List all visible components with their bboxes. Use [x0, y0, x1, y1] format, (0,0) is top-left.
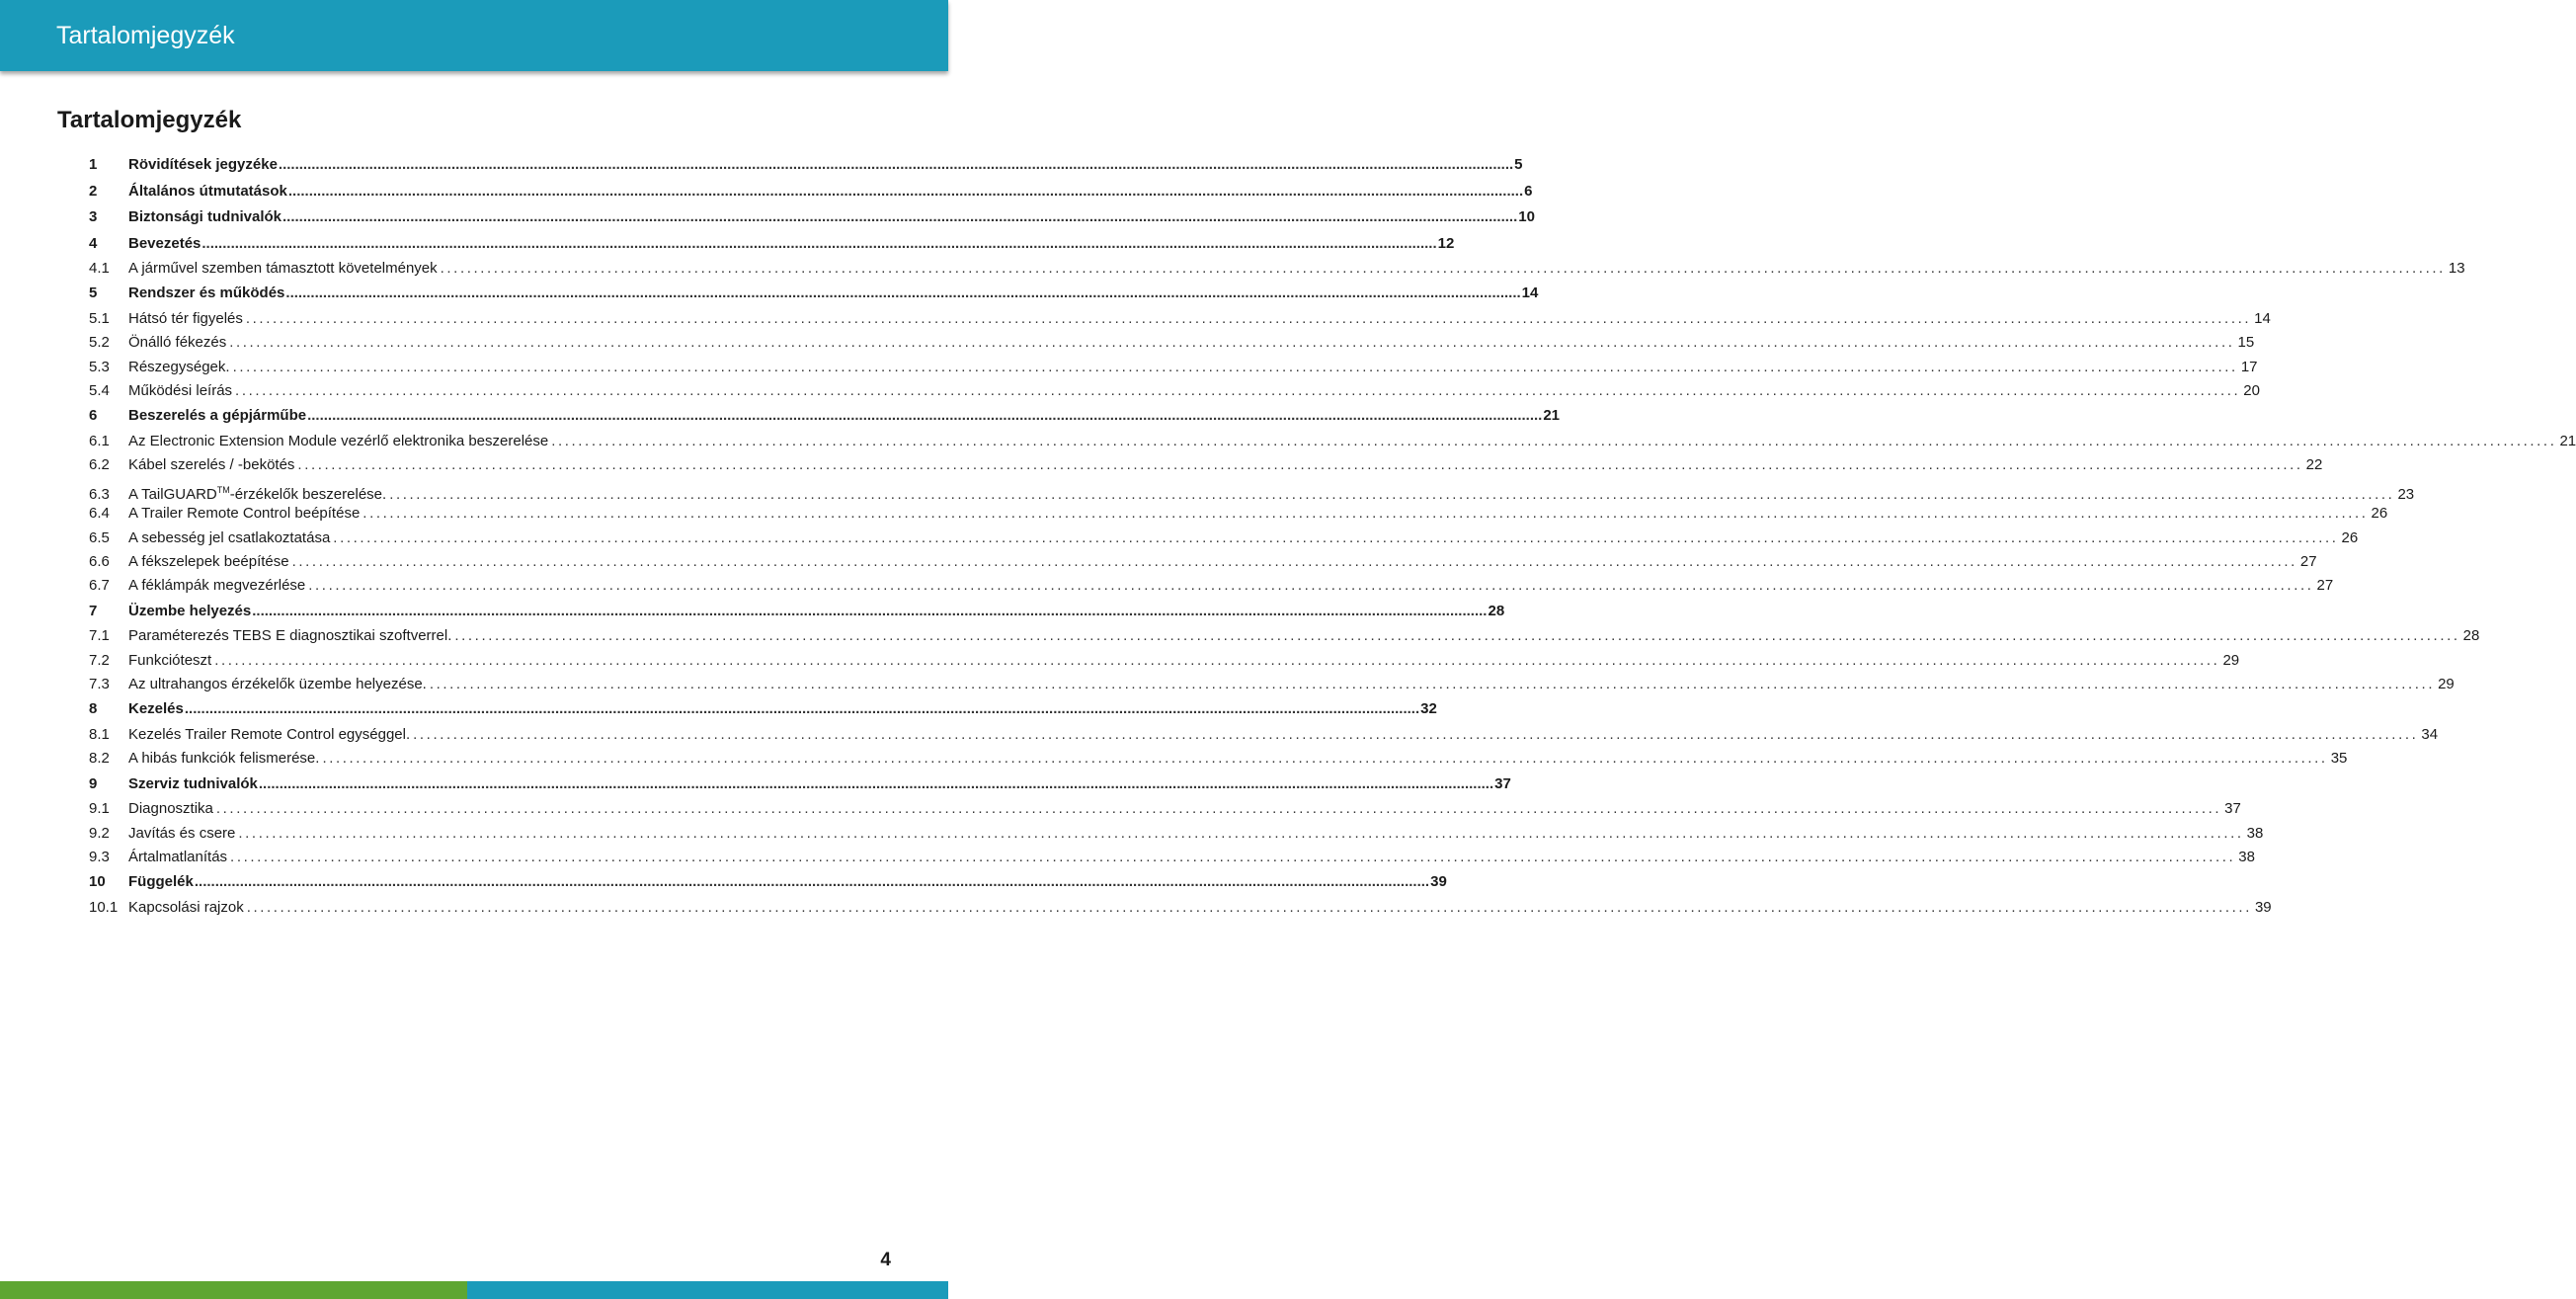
toc-entry[interactable] — [89, 527, 2359, 550]
toc-leader-dots: ............................................................................................................................................................................................................................................................................................................ — [194, 873, 1430, 891]
toc-entry[interactable] — [89, 179, 1533, 205]
toc-entry-page: 34 — [2421, 725, 2439, 743]
toc-leader-dots: ............................................................................................................................................................................................................................................................................................................ — [232, 358, 2238, 375]
toc-leader-dots: ............................................................................................................................................................................................................................................................................................................ — [297, 456, 2303, 474]
toc-entry[interactable] — [89, 403, 1561, 430]
toc-entry-number: 9.3 — [89, 848, 110, 865]
toc-entry-number: 5.2 — [89, 334, 110, 352]
toc-entry[interactable] — [89, 281, 1539, 307]
toc-entry[interactable] — [89, 771, 1511, 798]
toc-entry[interactable] — [89, 624, 2480, 648]
toc-entry-number: 6 — [89, 407, 98, 425]
toc-leader-dots: ............................................................................................................................................................................................................................................................................................................ — [362, 505, 2369, 523]
toc-leader-dots: ............................................................................................................................................................................................................................................................................................................ — [278, 156, 1514, 173]
toc-entry-number: 8.2 — [89, 750, 110, 768]
toc-entry-page: 37 — [2224, 800, 2241, 818]
toc-entry-page: 38 — [2246, 824, 2264, 842]
toc-leader-dots: ............................................................................................................................................................................................................................................................................................................ — [322, 750, 2328, 768]
toc-entry-page: 39 — [1430, 873, 1447, 891]
footer-bar-blue — [467, 1281, 948, 1299]
toc-entry-page: 27 — [2316, 577, 2334, 595]
toc-entry[interactable] — [89, 379, 2260, 403]
toc-entry-page: 21 — [1543, 407, 1561, 425]
toc-leader-dots: ............................................................................................................................................................................................................................................................................................................ — [215, 800, 2222, 818]
toc-entry-page: 28 — [2462, 627, 2480, 645]
toc-entry[interactable] — [89, 502, 2388, 526]
toc-entry-page: 15 — [2237, 334, 2255, 352]
toc-entry-title: Működési leírás — [128, 382, 233, 400]
toc-entry-page: 6 — [1524, 182, 1533, 200]
toc-entry-number: 7.1 — [89, 627, 110, 645]
toc-entry-number: 6.7 — [89, 577, 110, 595]
toc-entry-title: Az ultrahangos érzékelők üzembe helyezése. — [128, 675, 427, 692]
toc-entry-title: A járművel szemben támasztott követelmények — [128, 260, 438, 277]
toc-entry[interactable] — [89, 331, 2255, 355]
toc-entry-page: 29 — [2222, 651, 2240, 669]
toc-entry-title: Függelék — [128, 873, 194, 891]
toc-entry-title: A féklámpák megvezérlése — [128, 577, 306, 595]
toc-entry[interactable] — [89, 673, 2455, 696]
toc-entry-title: Beszerelés a gépjárműbe — [128, 407, 307, 425]
toc-entry-page: 10 — [1518, 208, 1535, 225]
toc-entry-page: 20 — [2243, 382, 2260, 400]
toc-entry-number: 6.2 — [89, 456, 110, 474]
toc-entry-number: 5.3 — [89, 358, 110, 375]
toc-entry-number: 7.2 — [89, 651, 110, 669]
toc-entry-title: Rövidítések jegyzéke — [128, 156, 278, 173]
toc-entry[interactable] — [89, 231, 1455, 258]
toc-leader-dots: ............................................................................................................................................................................................................................................................................................................ — [252, 602, 1488, 619]
toc-entry-number: 8.1 — [89, 725, 110, 743]
toc-entry[interactable] — [89, 723, 2439, 747]
footer-bar-green — [0, 1281, 467, 1299]
page-header-band — [0, 0, 948, 71]
toc-entry-number: 9.2 — [89, 824, 110, 842]
toc-entry-number: 6.5 — [89, 528, 110, 546]
toc-entry-title-part: -érzékelők beszerelése. — [229, 485, 387, 503]
toc-entry[interactable] — [89, 453, 2323, 477]
toc-entry-title: Bevezetés — [128, 234, 201, 252]
toc-leader-dots: ............................................................................................................................................................................................................................................................................................................ — [245, 309, 2252, 327]
toc-entry-title: Funkcióteszt — [128, 651, 212, 669]
toc-entry[interactable] — [89, 574, 2334, 598]
toc-entry[interactable] — [89, 747, 2348, 771]
toc-entry-page: 39 — [2254, 898, 2272, 916]
toc-entry-page: 12 — [1437, 234, 1455, 252]
toc-entry-number: 8 — [89, 700, 98, 718]
toc-leader-dots: ............................................................................................................................................................................................................................................................................................................ — [287, 182, 1524, 200]
toc-entry-title: A fékszelepek beépítése — [128, 552, 289, 570]
page-number: 4 — [880, 1250, 891, 1270]
toc-entry-page: 5 — [1514, 156, 1523, 173]
toc-leader-dots: ............................................................................................................................................................................................................................................................................................................ — [285, 284, 1521, 302]
toc-entry-page: 26 — [2371, 505, 2388, 523]
toc-leader-dots: ............................................................................................................................................................................................................................................................................................................ — [258, 774, 1494, 792]
toc-entry-page: 37 — [1494, 774, 1511, 792]
toc-leader-dots: ............................................................................................................................................................................................................................................................................................................ — [333, 528, 2339, 546]
toc-leader-dots: ............................................................................................................................................................................................................................................................................................................ — [291, 552, 2297, 570]
toc-entry[interactable] — [89, 550, 2317, 574]
toc-entry-number: 5.4 — [89, 382, 110, 400]
toc-entry[interactable] — [89, 822, 2264, 846]
document-title: Tartalomjegyzék — [57, 107, 242, 133]
toc-entry[interactable] — [89, 797, 2241, 821]
toc-entry-number: 1 — [89, 156, 98, 173]
toc-entry-page: 28 — [1488, 602, 1505, 619]
toc-leader-dots: ............................................................................................................................................................................................................................................................................................................ — [429, 675, 2436, 692]
toc-entry[interactable] — [89, 696, 1437, 723]
toc-leader-dots: ............................................................................................................................................................................................................................................................................................................ — [246, 898, 2252, 916]
toc-entry[interactable] — [89, 204, 1535, 231]
toc-entry-number: 6.4 — [89, 505, 110, 523]
toc-entry-number: 6.1 — [89, 432, 110, 449]
toc-entry[interactable] — [89, 356, 2258, 379]
toc-entry-number: 9.1 — [89, 800, 110, 818]
toc-leader-dots: ............................................................................................................................................................................................................................................................................................................ — [389, 485, 2395, 503]
toc-leader-dots: ............................................................................................................................................................................................................................................................................................................ — [229, 334, 2235, 352]
toc-entry-page: 29 — [2438, 675, 2455, 692]
toc-entry-number: 5 — [89, 284, 98, 302]
toc-entry-title: Hátsó tér figyelés — [128, 309, 243, 327]
toc-leader-dots: ............................................................................................................................................................................................................................................................................................................ — [238, 824, 2244, 842]
toc-entry-title: Diagnosztika — [128, 800, 213, 818]
toc-entry[interactable] — [89, 152, 1523, 179]
toc-entry-title: Ártalmatlanítás — [128, 848, 228, 865]
toc-entry-title: Részegységek. — [128, 358, 230, 375]
toc-entry-title: Kezelés Trailer Remote Control egységgel. — [128, 725, 411, 743]
toc-leader-dots: ............................................................................................................................................................................................................................................................................................................ — [184, 700, 1420, 718]
toc-entry-number: 7.3 — [89, 675, 110, 692]
toc-entry-number: 3 — [89, 208, 98, 225]
toc-entry-number: 7 — [89, 602, 98, 619]
toc-entry-number: 10 — [89, 873, 106, 891]
toc-entry-page: 26 — [2341, 528, 2359, 546]
toc-entry-title: Kezelés — [128, 700, 184, 718]
toc-entry-page: 32 — [1420, 700, 1437, 718]
toc-entry-title: Általános útmutatások — [128, 182, 287, 200]
toc-entry-page: 21 — [2559, 432, 2576, 449]
toc-leader-dots: ............................................................................................................................................................................................................................................................................................................ — [230, 848, 2236, 865]
toc-entry-title: Biztonsági tudnivalók — [128, 208, 282, 225]
toc-entry-title: Szerviz tudnivalók — [128, 774, 258, 792]
toc-entry-title: Az Electronic Extension Module vezérlő elektronika beszerelése — [128, 432, 549, 449]
toc-entry[interactable] — [89, 430, 2576, 453]
toc-leader-dots: ............................................................................................................................................................................................................................................................................................................ — [440, 260, 2446, 277]
toc-entry-page: 23 — [2397, 485, 2415, 503]
toc-entry-number: 2 — [89, 182, 98, 200]
toc-entry-number: 4.1 — [89, 260, 110, 277]
toc-entry-page: 14 — [1521, 284, 1539, 302]
toc-entry-number: 6.6 — [89, 552, 110, 570]
toc-entry[interactable] — [89, 869, 1447, 896]
toc-entry[interactable] — [89, 478, 2415, 503]
toc-entry-title: A hibás funkciók felismerése. — [128, 750, 320, 768]
toc-leader-dots: ............................................................................................................................................................................................................................................................................................................ — [308, 577, 2314, 595]
toc-entry[interactable] — [89, 307, 2271, 331]
toc-leader-dots: ............................................................................................................................................................................................................................................................................................................ — [214, 651, 2220, 669]
header-title: Tartalomjegyzék — [56, 22, 235, 49]
toc-entry-number: 5.1 — [89, 309, 110, 327]
table-of-contents — [89, 152, 2576, 920]
toc-leader-dots: ............................................................................................................................................................................................................................................................................................................ — [201, 234, 1437, 252]
trademark-superscript: TM — [216, 484, 230, 495]
toc-entry-title: Kapcsolási rajzok — [128, 898, 244, 916]
toc-entry-page: 14 — [2254, 309, 2271, 327]
toc-entry-page: 35 — [2330, 750, 2348, 768]
toc-entry-number: 9 — [89, 774, 98, 792]
toc-entry-title: A Trailer Remote Control beépítése — [128, 505, 361, 523]
toc-leader-dots: ............................................................................................................................................................................................................................................................................................................ — [413, 725, 2419, 743]
toc-entry-title-part: A TailGUARD — [128, 485, 217, 503]
toc-entry-page: 22 — [2305, 456, 2323, 474]
toc-entry-title: Rendszer és működés — [128, 284, 285, 302]
toc-entry-title: Önálló fékezés — [128, 334, 227, 352]
toc-entry[interactable] — [89, 846, 2255, 869]
toc-entry-number: 4 — [89, 234, 98, 252]
toc-leader-dots: ............................................................................................................................................................................................................................................................................................................ — [307, 407, 1543, 425]
toc-entry[interactable] — [89, 599, 1505, 625]
toc-entry-page: 17 — [2240, 358, 2258, 375]
toc-leader-dots: ............................................................................................................................................................................................................................................................................................................ — [282, 208, 1518, 225]
toc-entry-page: 13 — [2448, 260, 2465, 277]
toc-entry-title: Kábel szerelés / -bekötés — [128, 456, 295, 474]
toc-entry[interactable] — [89, 257, 2465, 281]
toc-entry-title: Paraméterezés TEBS E diagnosztikai szoftverrel. — [128, 627, 452, 645]
toc-entry-page: 38 — [2238, 848, 2255, 865]
toc-entry-number: 6.3 — [89, 485, 110, 503]
toc-entry[interactable] — [89, 649, 2240, 673]
toc-entry-title: Javítás és csere — [128, 824, 236, 842]
toc-entry-title: A sebesség jel csatlakoztatása — [128, 528, 331, 546]
toc-entry-title: Üzembe helyezés — [128, 602, 252, 619]
toc-entry[interactable] — [89, 896, 2272, 920]
toc-leader-dots: ............................................................................................................................................................................................................................................................................................................ — [235, 382, 2241, 400]
toc-leader-dots: ............................................................................................................................................................................................................................................................................................................ — [454, 627, 2460, 645]
toc-entry-page: 27 — [2299, 552, 2317, 570]
toc-leader-dots: ............................................................................................................................................................................................................................................................................................................ — [551, 432, 2557, 449]
toc-entry-number: 10.1 — [89, 898, 119, 916]
